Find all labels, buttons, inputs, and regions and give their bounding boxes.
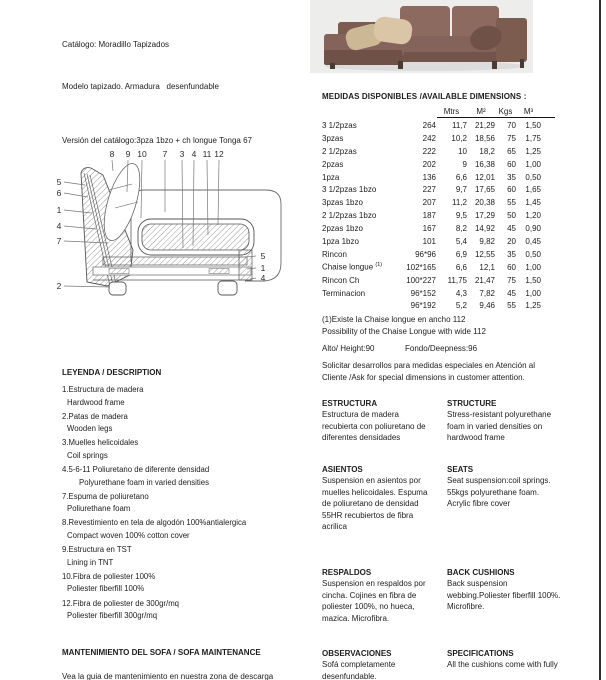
- callout-number: 1: [56, 205, 62, 215]
- table-row: 2pzas 202 9 16,38 60 1,00: [322, 159, 541, 169]
- legend: [62, 368, 318, 624]
- callout-number: 10: [137, 149, 147, 159]
- sofa-photo: [310, 0, 533, 73]
- footnote-es: (1)Existe la Chaise longue en ancho 112: [322, 315, 466, 324]
- spec-structure: STRUCTURE Stress-resistant polyurethane foam in varied densities on hardwood frame: [447, 399, 552, 443]
- footnote-en: Possibility of the Chaise Longue with wide 112: [322, 326, 486, 336]
- spec-asientos: ASIENTOS Suspension en asientos por muelles helicoidales. Espuma de poliuretano de densidad 55HR recubiertos de fibra acrilica: [322, 465, 428, 532]
- callout-number: 4: [260, 273, 266, 283]
- table-row: 1pza 136 6,6 12,01 35 0,50: [322, 172, 541, 182]
- maintenance-title: MANTENIMIENTO DEL SOFA / SOFA MAINTENANCE: [62, 648, 261, 657]
- callout-number: 5: [260, 251, 266, 261]
- sofa-leg: [330, 63, 335, 69]
- chaise-footnote-marker: (1): [375, 262, 383, 269]
- dimensions-table: [322, 92, 562, 312]
- callout-number: 4: [56, 221, 62, 231]
- col-header-kgs: Kgs: [498, 107, 513, 116]
- table-row: Rincon Ch 100*227 11,75 21,47 75 1,50: [322, 275, 541, 285]
- spec-specifications: SPECIFICATIONS All the cushions come with fully: [447, 649, 558, 670]
- seat-cushion-section: [142, 224, 249, 250]
- legend-item: 10.Fibra de poliester 100% Poliester fiberfill 100%: [62, 571, 156, 594]
- front-rail-section: [239, 250, 252, 280]
- version-line: Versión del catálogo:3pza 1bzo + ch longue Tonga 67: [62, 136, 252, 145]
- legend-item: 9.Estructura en TST Lining in TNT: [62, 545, 132, 567]
- sofa-leg: [520, 59, 524, 68]
- table-row: 2pzas 1bzo 167 8,2 14,92 45 0,90: [322, 224, 541, 234]
- chaise-footnote: [322, 314, 486, 337]
- legend-item: 2.Patas de madera Wooden legs: [62, 411, 128, 434]
- sofa-leg: [398, 61, 403, 69]
- legend-item: 8.Revestimiento en tela de algodón 100%antialergica Compact woven 100% cotton cover: [62, 518, 247, 541]
- sofa-leg-outline: [109, 282, 126, 295]
- frame-block: [109, 269, 129, 274]
- table-header-row: [322, 103, 562, 116]
- table-row: Rincon 96*96 6,9 12,55 35 0,50: [322, 249, 541, 259]
- chaise-front: [324, 50, 402, 65]
- sofa-cross-section-diagram: [35, 140, 295, 340]
- model-line: Modelo tapizado. Armadura desenfundable: [62, 82, 219, 91]
- legend-item: 1.Estructura de madera Hardwood frame: [62, 385, 144, 407]
- callout-number: 11: [202, 149, 212, 159]
- legend-item: 12.Fibra de poliester de 300gr/mq Poliester fiberfill 300gr/mq: [62, 598, 180, 621]
- callout-number: 2: [56, 281, 62, 291]
- legend-item: 3.Muelles helicoidales Coil springs: [62, 438, 139, 460]
- spec-estructura: ESTRUCTURA Estructura de madera recubierta con poliuretano de diferentes densidades: [322, 399, 426, 443]
- sofa-leg: [492, 61, 497, 69]
- sofa-seat-front: [398, 52, 500, 62]
- page-right-rule: [599, 0, 601, 680]
- table-row: 2 1/2pzas 222 10 18,2 65 1,25: [322, 146, 541, 156]
- callout-number: 9: [125, 149, 131, 159]
- callout-number: 6: [56, 188, 62, 198]
- legend-item: 4.5-6-11 Poliuretano de diferente densidad Polyurethane foam in varied densities: [62, 465, 210, 487]
- callout-number: 5: [56, 177, 62, 187]
- col-header-mtrs: Mtrs: [443, 107, 460, 116]
- depth-label: Fondo/Deepness:96: [405, 344, 478, 353]
- legend-item: 7.Espuma de poliuretano Poliurethane foam: [62, 491, 149, 514]
- maintenance-note: Vea la guia de mantenimiento en nuestra zona de descarga: [62, 672, 274, 680]
- table-row: 3 1/2pzas 264 11,7 21,29 70 1,50: [322, 120, 541, 130]
- col-header-m2: M²: [476, 107, 486, 116]
- spec-seats: SEATS Seat suspension:coil springs. 55kgs polyurethane foam. Acrylic fibre cover: [447, 465, 551, 509]
- callout-number: 1: [260, 263, 266, 273]
- callout-number: 8: [109, 149, 115, 159]
- callout-number: 3: [179, 149, 185, 159]
- frame-block: [209, 269, 229, 274]
- table-row: 3pzas 242 10,2 18,56 75 1,75: [322, 133, 541, 143]
- col-header-m3: M³: [523, 107, 534, 116]
- dimensions-title: MEDIDAS DISPONIBLES /AVAILABLE DIMENSIONS :: [322, 92, 527, 101]
- table-row: 96*192 5,2 9,46 55 1,25: [410, 301, 541, 311]
- table-row: 1pza 1bzo 101 5,4 9,82 20 0,45: [322, 236, 541, 246]
- spec-respaldos: RESPALDOS Suspension en respaldos por cincha. Cojines en fibra de poliester 100%, no hueca, mazica. Microfibra.: [322, 568, 426, 623]
- base-foam-strip: [103, 257, 247, 265]
- spec-observaciones: OBSERVACIONES Sofá completamente desenfundable.: [322, 649, 396, 680]
- special-dimensions-note: Solicitar desarrollos para medidas especiales en Atención al Cliente /Ask for special dimensions in customer attention.: [322, 361, 536, 382]
- catalog-line: Catálogo: Moradillo Tapizados: [62, 40, 170, 49]
- table-row: Terminacion 96*152 4,3 7,82 45 1,00: [322, 288, 541, 298]
- callout-number: 7: [162, 149, 168, 159]
- callout-number: 12: [214, 149, 224, 159]
- table-row: 2 1/2pzas 1bzo 187 9,5 17,29 50 1,20: [322, 211, 541, 221]
- table-row: 3pzas 1bzo 207 11,2 20,38 55 1,45: [322, 198, 541, 208]
- legend-title: LEYENDA / DESCRIPTION: [62, 368, 162, 377]
- spec-back-cushions: BACK CUSHIONS Back suspension webbing.Poliester fiberfill 100%. Microfibre.: [447, 568, 561, 612]
- sofa-leg-outline: [218, 281, 237, 295]
- header-underline: [437, 117, 555, 118]
- callout-number: 7: [56, 236, 62, 246]
- height-label: Alto/ Height:90: [322, 344, 375, 353]
- table-row: 3 1/2pzas 1bzo 227 9,7 17,65 60 1,65: [322, 185, 541, 195]
- callout-number: 4: [191, 149, 197, 159]
- table-row: Chaise longue $^{(1)}$ 102*165 6,6 12,1 60 1,00: [322, 262, 541, 273]
